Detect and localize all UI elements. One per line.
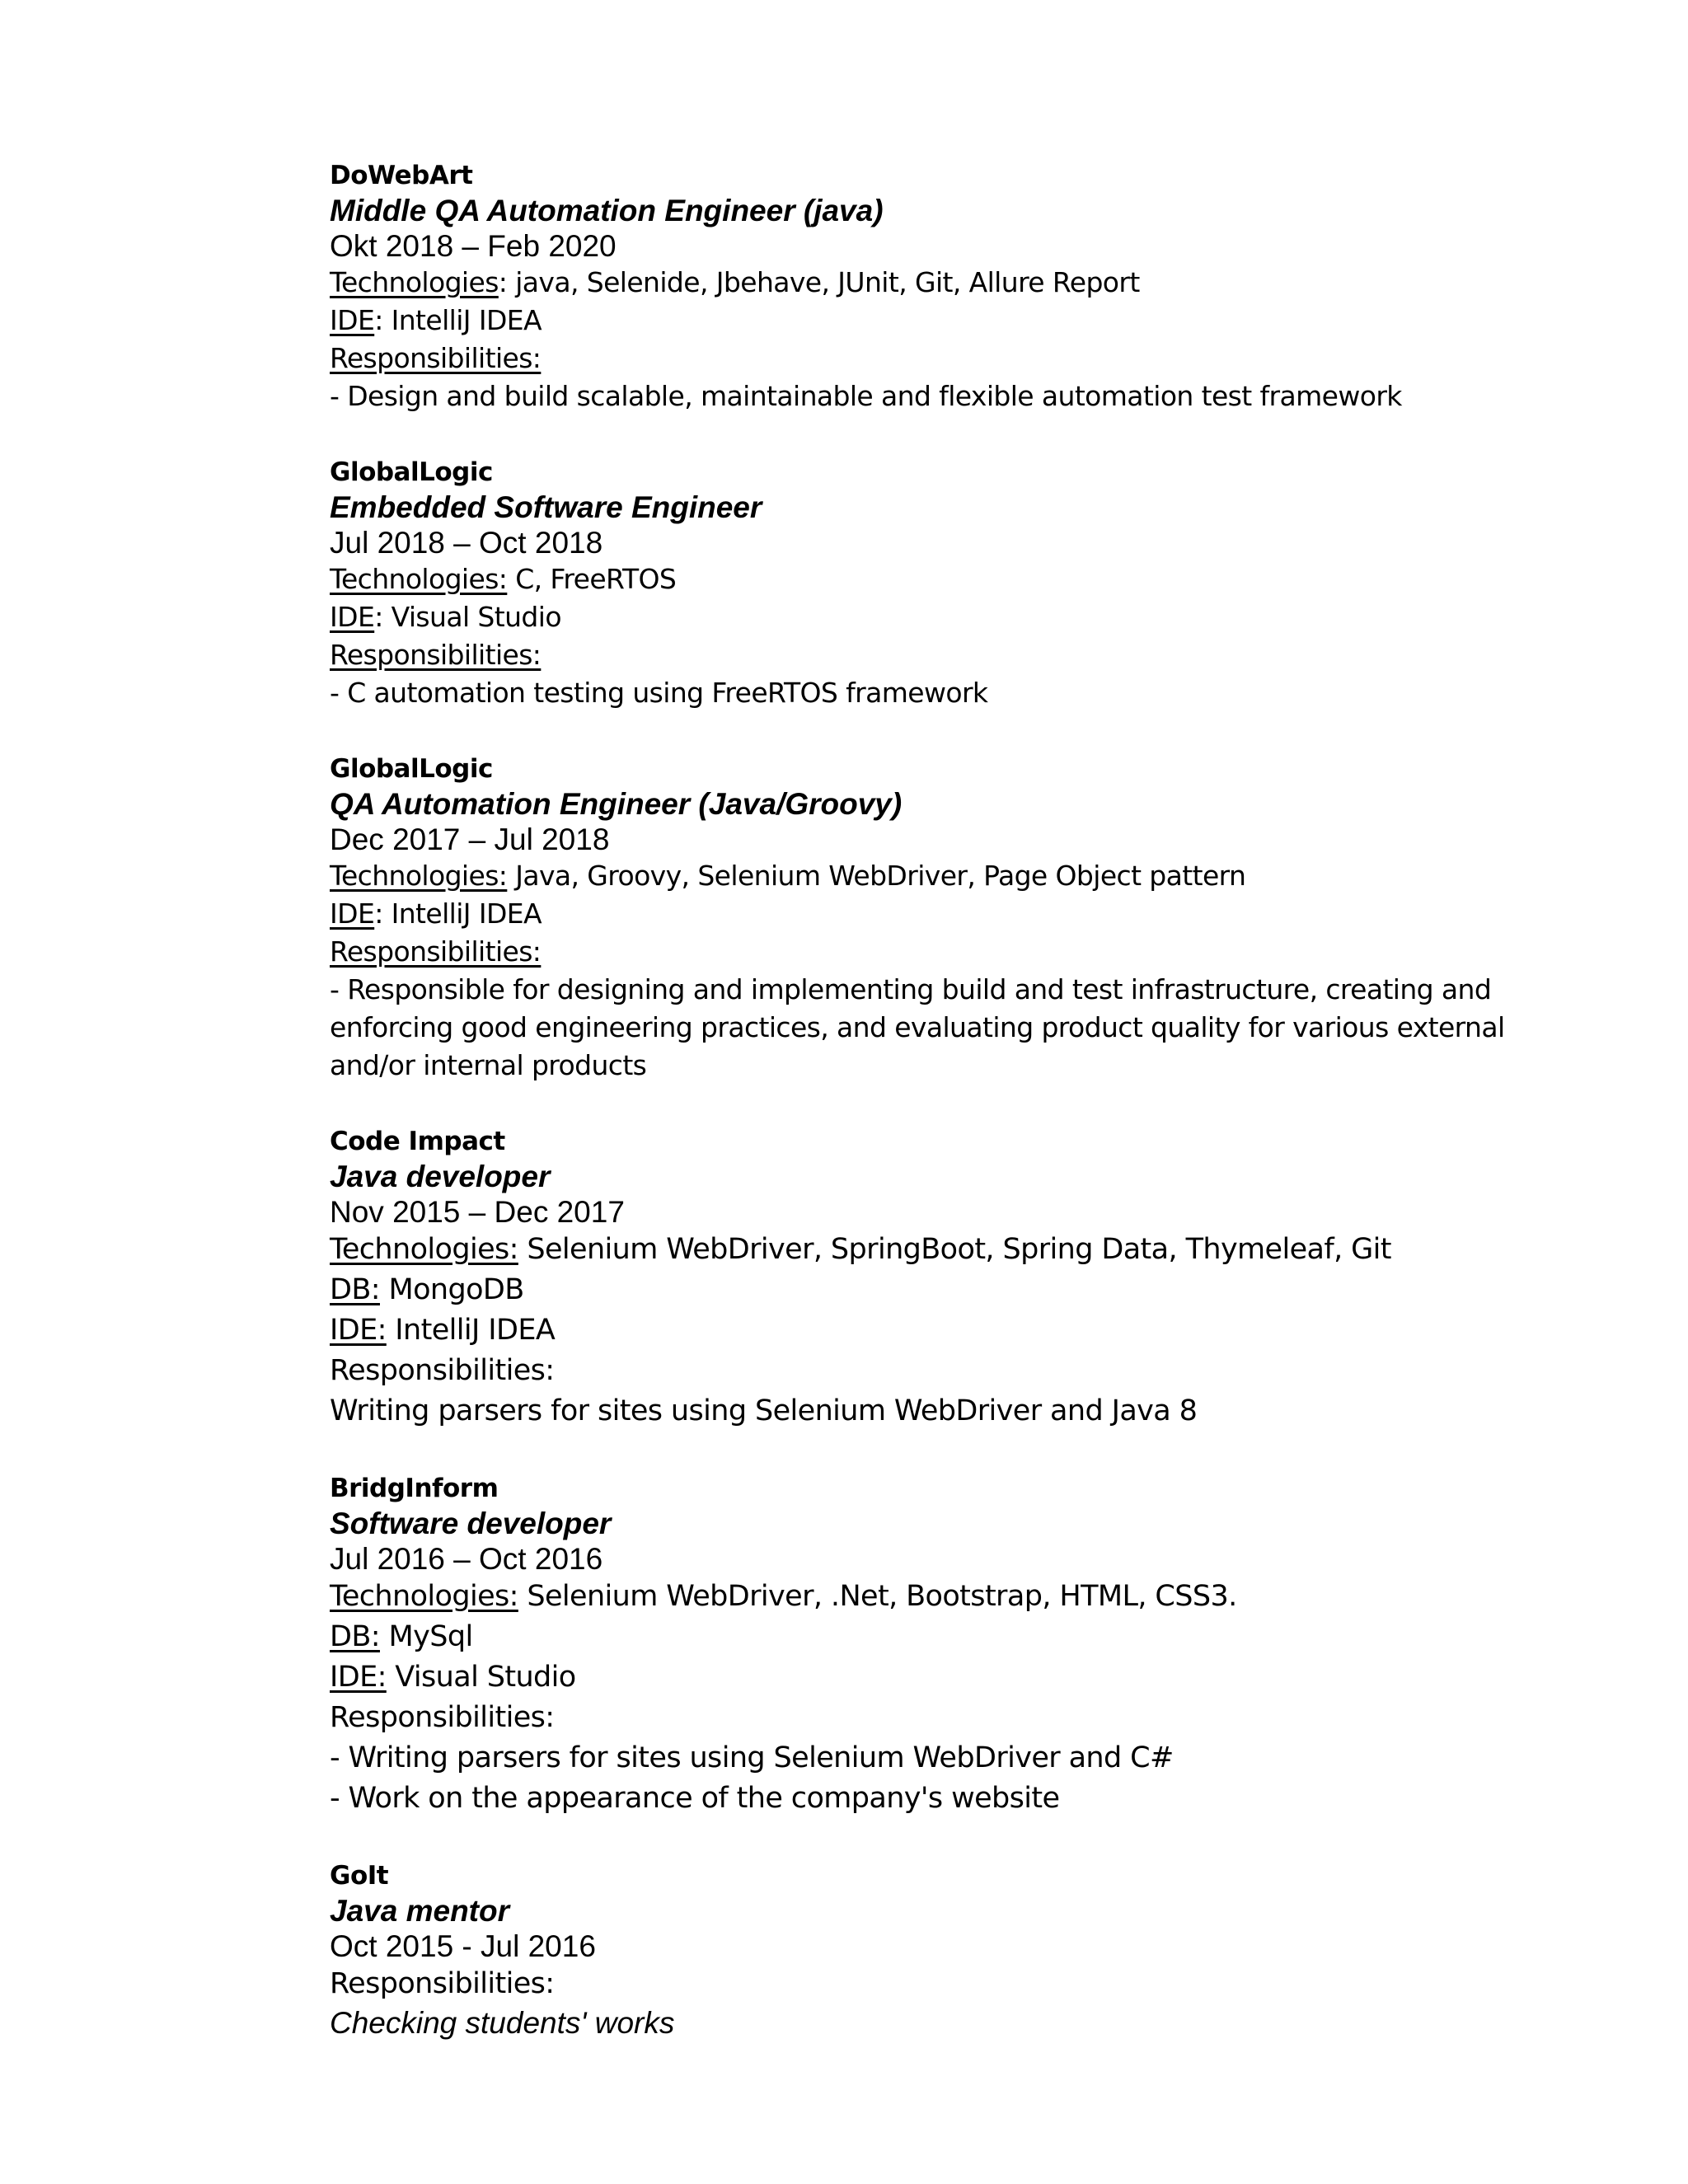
job-dates: Okt 2018 – Feb 2020 bbox=[330, 229, 617, 263]
ide-value: : Visual Studio bbox=[374, 601, 561, 633]
ide-label: IDE: bbox=[330, 1314, 387, 1347]
resume-experience-page bbox=[330, 158, 1582, 2082]
db-label: DB: bbox=[330, 1620, 380, 1653]
technologies-line bbox=[330, 264, 1582, 302]
job-entry bbox=[330, 158, 1582, 415]
ide-line bbox=[330, 1310, 1582, 1351]
technologies-label: Technologies: bbox=[330, 563, 508, 595]
responsibility-item: - Design and build scalable, maintainable and flexible automation test framework bbox=[330, 380, 1402, 412]
responsibilities-label: Responsibilities: bbox=[330, 342, 542, 374]
responsibility-item: - Writing parsers for sites using Selenium WebDriver and C# bbox=[330, 1741, 1174, 1774]
ide-value: : IntelliJ IDEA bbox=[374, 304, 542, 336]
job-title: Software developer bbox=[330, 1507, 612, 1540]
responsibility-item: Writing parsers for sites using Selenium WebDriver and Java 8 bbox=[330, 1394, 1198, 1427]
job-entry bbox=[330, 1858, 1582, 2042]
ide-line bbox=[330, 598, 1582, 636]
ide-value: Visual Studio bbox=[386, 1661, 576, 1694]
job-dates: Dec 2017 – Jul 2018 bbox=[330, 823, 610, 856]
company-name: Code Impact bbox=[330, 1127, 505, 1156]
responsibilities-label: Responsibilities: bbox=[330, 639, 542, 671]
job-title: Middle QA Automation Engineer (java) bbox=[330, 194, 884, 227]
responsibility-item: - Responsible for designing and implementing build and test infrastructure, creating and enforcing good engineering practices, and evaluating product quality for various external and/or internal products bbox=[330, 973, 1505, 1081]
responsibilities-label: Responsibilities: bbox=[330, 1701, 555, 1734]
ide-label: IDE bbox=[330, 601, 375, 633]
responsibilities-label: Responsibilities: bbox=[330, 935, 542, 968]
job-dates: Nov 2015 – Dec 2017 bbox=[330, 1195, 625, 1229]
job-entry bbox=[330, 1471, 1582, 1819]
ide-label: IDE bbox=[330, 304, 375, 336]
ide-label: IDE: bbox=[330, 1661, 387, 1694]
technologies-line bbox=[330, 560, 1582, 598]
technologies-line bbox=[330, 1230, 1582, 1270]
job-title: Java mentor bbox=[330, 1894, 509, 1928]
technologies-line bbox=[330, 1577, 1582, 1617]
technologies-label: Technologies bbox=[330, 266, 499, 298]
company-name: DoWebArt bbox=[330, 161, 473, 190]
db-label: DB: bbox=[330, 1273, 380, 1306]
db-line bbox=[330, 1617, 1582, 1657]
db-value: MySql bbox=[379, 1620, 473, 1653]
responsibility-item: - Work on the appearance of the company's website bbox=[330, 1782, 1060, 1815]
responsibility-item: Checking students' works bbox=[330, 2006, 675, 2040]
technologies-value: Selenium WebDriver, SpringBoot, Spring Data, Thymeleaf, Git bbox=[518, 1233, 1391, 1266]
job-entry bbox=[330, 752, 1582, 1085]
technologies-value: Java, Groovy, Selenium WebDriver, Page Object pattern bbox=[507, 860, 1246, 892]
job-title: Java developer bbox=[330, 1160, 551, 1193]
ide-line bbox=[330, 302, 1582, 340]
db-value: MongoDB bbox=[379, 1273, 524, 1306]
ide-label: IDE bbox=[330, 898, 375, 930]
job-entry bbox=[330, 1124, 1582, 1432]
responsibility-item: - C automation testing using FreeRTOS framework bbox=[330, 677, 988, 709]
technologies-value: C, FreeRTOS bbox=[507, 563, 677, 595]
technologies-line bbox=[330, 857, 1582, 895]
technologies-label: Technologies: bbox=[330, 860, 508, 892]
job-entry bbox=[330, 455, 1582, 712]
job-dates: Jul 2018 – Oct 2018 bbox=[330, 526, 603, 560]
technologies-value: : java, Selenide, Jbehave, JUnit, Git, Allure Report bbox=[498, 266, 1140, 298]
company-name: GoIt bbox=[330, 1861, 389, 1891]
job-dates: Oct 2015 - Jul 2016 bbox=[330, 1929, 596, 1963]
responsibilities-label: Responsibilities: bbox=[330, 1967, 555, 2000]
technologies-label: Technologies: bbox=[330, 1580, 518, 1613]
ide-line bbox=[330, 895, 1582, 933]
ide-value: IntelliJ IDEA bbox=[386, 1314, 556, 1347]
technologies-value: Selenium WebDriver, .Net, Bootstrap, HTML, CSS3. bbox=[518, 1580, 1237, 1613]
db-line bbox=[330, 1270, 1582, 1310]
job-title: Embedded Software Engineer bbox=[330, 490, 762, 524]
ide-value: : IntelliJ IDEA bbox=[374, 898, 542, 930]
technologies-label: Technologies: bbox=[330, 1233, 518, 1266]
company-name: GlobalLogic bbox=[330, 457, 493, 487]
company-name: BridgInform bbox=[330, 1474, 499, 1503]
company-name: GlobalLogic bbox=[330, 754, 493, 784]
job-title: QA Automation Engineer (Java/Groovy) bbox=[330, 787, 903, 821]
ide-line bbox=[330, 1657, 1582, 1698]
job-dates: Jul 2016 – Oct 2016 bbox=[330, 1542, 603, 1576]
responsibilities-label: Responsibilities: bbox=[330, 1354, 555, 1387]
